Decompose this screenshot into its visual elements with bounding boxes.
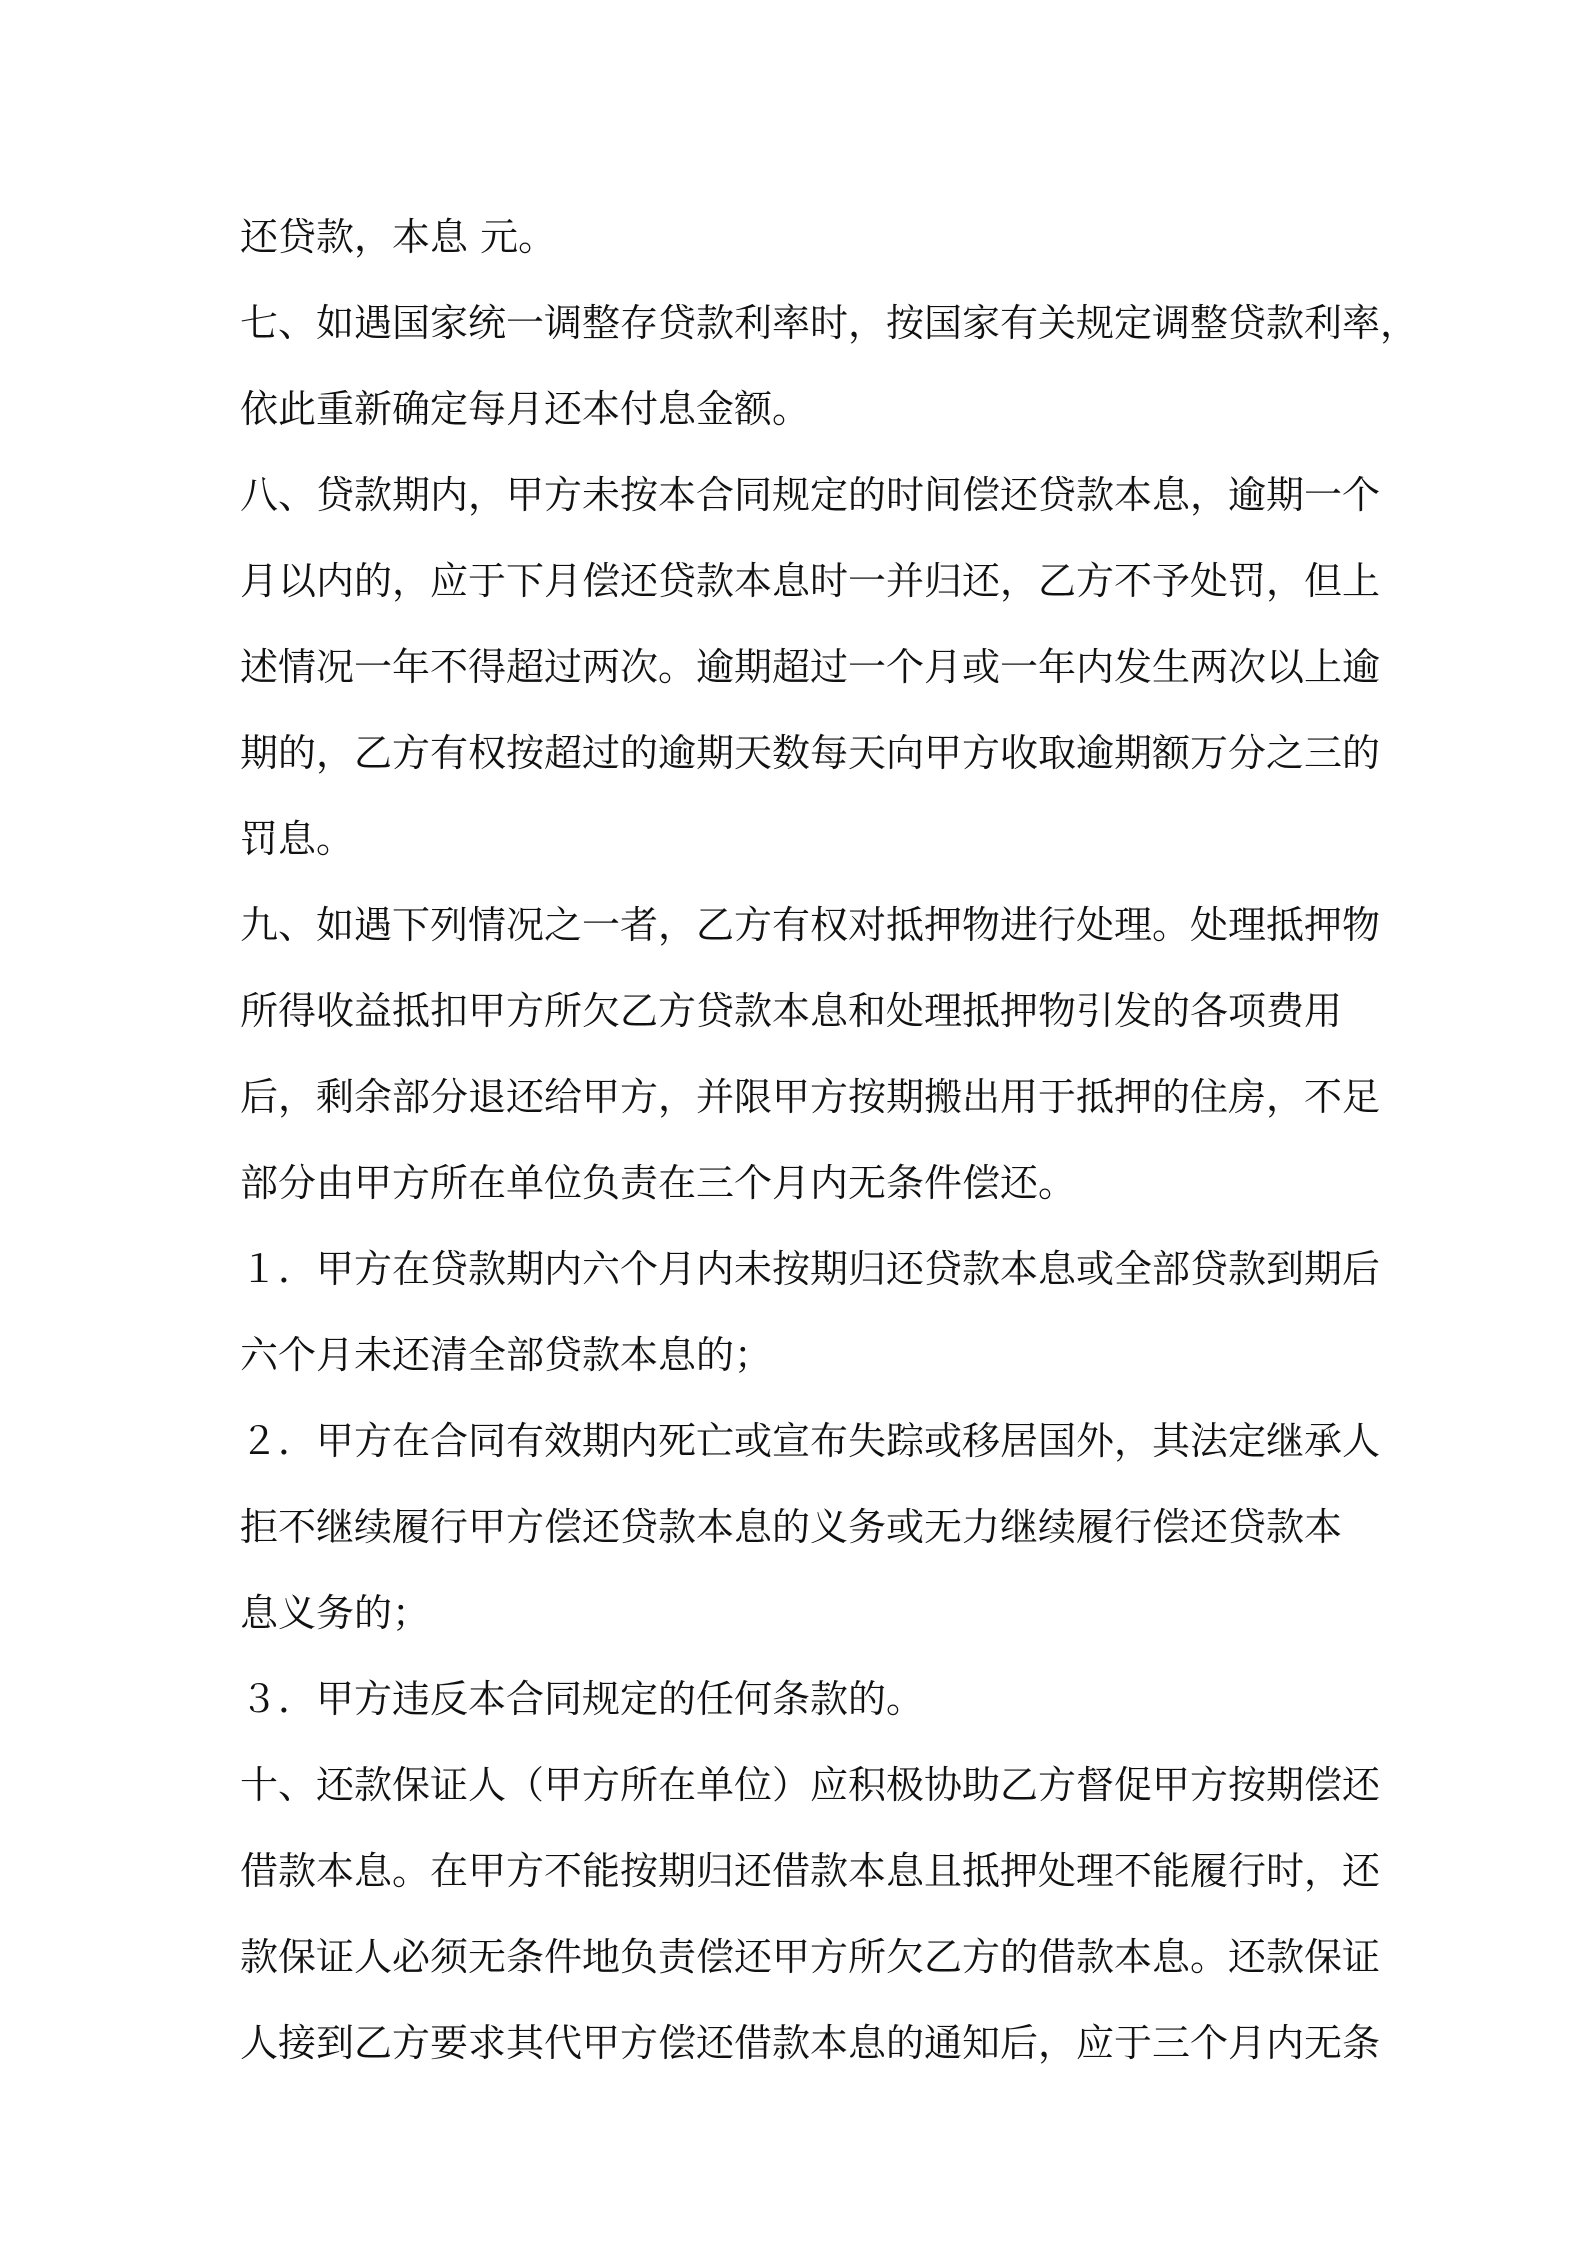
text-line: 人接到乙方要求其代甲方偿还借款本息的通知后，应于三个月内无条 — [240, 2021, 1381, 2065]
text-line: 还贷款，本息 元。 — [240, 215, 557, 259]
text-line: １．甲方在贷款期内六个月内未按期归还贷款本息或全部贷款到期后 — [240, 1247, 1381, 1291]
text-line: 拒不继续履行甲方偿还贷款本息的义务或无力继续履行偿还贷款本 — [240, 1505, 1343, 1549]
text-line: 依此重新确定每月还本付息金额。 — [240, 387, 811, 431]
text-line: 后，剩余部分退还给甲方，并限甲方按期搬出用于抵押的住房，不足 — [240, 1075, 1381, 1119]
text-line: ３．甲方违反本合同规定的任何条款的。 — [240, 1677, 925, 1721]
text-line: 六个月未还清全部贷款本息的； — [240, 1333, 773, 1377]
text-line: 罚息。 — [240, 817, 355, 861]
text-line: 款保证人必须无条件地负责偿还甲方所欠乙方的借款本息。还款保证 — [240, 1935, 1381, 1979]
text-line: 述情况一年不得超过两次。逾期超过一个月或一年内发生两次以上逾 — [240, 645, 1381, 689]
text-line: 息义务的； — [240, 1591, 431, 1635]
text-line: 七、如遇国家统一调整存贷款利率时，按国家有关规定调整贷款利率， — [240, 301, 1419, 345]
text-line: 十、还款保证人（甲方所在单位）应积极协助乙方督促甲方按期偿还 — [240, 1763, 1381, 1807]
text-line: 八、贷款期内，甲方未按本合同规定的时间偿还贷款本息，逾期一个 — [240, 473, 1381, 517]
contract-text — [240, 194, 1419, 2086]
text-line: 借款本息。在甲方不能按期归还借款本息且抵押处理不能履行时，还 — [240, 1849, 1381, 1893]
text-line: 所得收益抵扣甲方所欠乙方贷款本息和处理抵押物引发的各项费用 — [240, 989, 1343, 1033]
text-line: ２．甲方在合同有效期内死亡或宣布失踪或移居国外，其法定继承人 — [240, 1419, 1381, 1463]
text-line: 部分由甲方所在单位负责在三个月内无条件偿还。 — [240, 1161, 1077, 1205]
text-line: 月以内的，应于下月偿还贷款本息时一并归还，乙方不予处罚，但上 — [240, 559, 1381, 603]
text-line: 期的，乙方有权按超过的逾期天数每天向甲方收取逾期额万分之三的 — [240, 731, 1381, 775]
text-line: 九、如遇下列情况之一者，乙方有权对抵押物进行处理。处理抵押物 — [240, 903, 1381, 947]
